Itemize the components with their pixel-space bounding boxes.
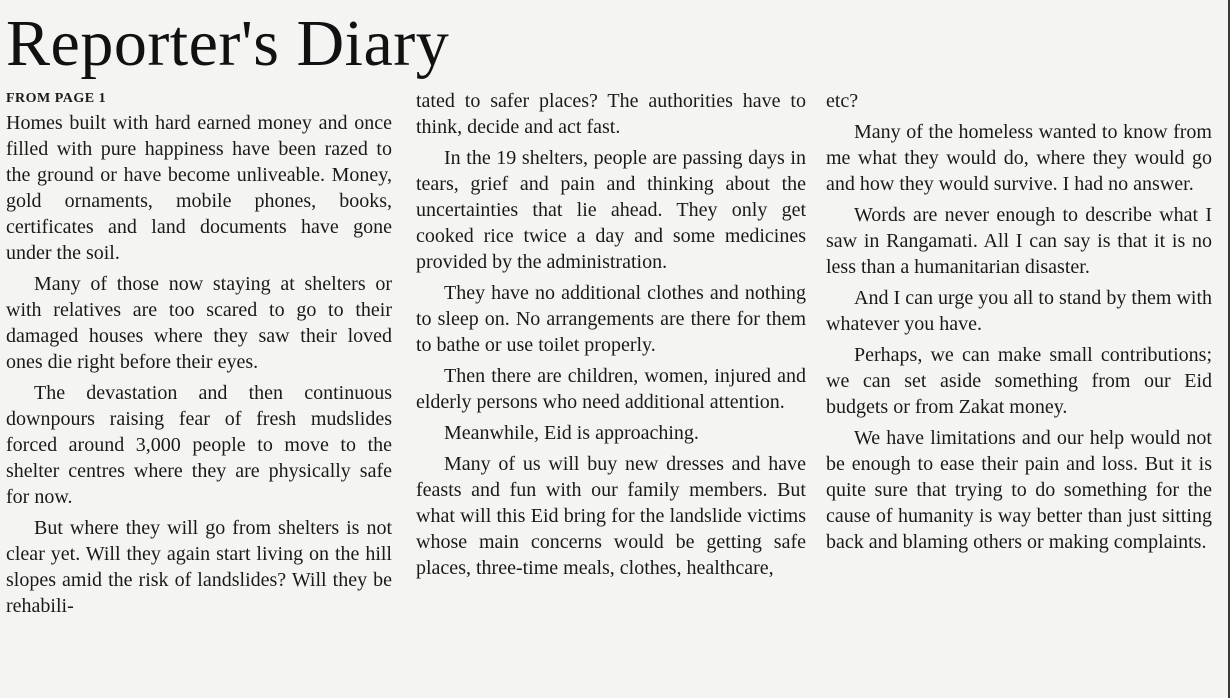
paragraph: Words are never enough to describe what I saw in Rangamati. All I can say is that it is no less than a humanitarian disaster.: [826, 204, 1212, 278]
paragraph: Homes built with hard earned money and once filled with pure happiness have been razed to the ground or have become unliveable. Money, gold ornaments, mobile phones, books, certificates and land documents have gone under the soil.: [6, 112, 392, 264]
article-body: [6, 88, 1216, 688]
column-2: [416, 88, 806, 586]
paragraph: In the 19 shelters, people are passing days in tears, grief and pain and thinking about the uncertainties that lie ahead. They only get cooked rice twice a day and some medicines provided by the administration.: [416, 147, 806, 273]
column-1: [6, 88, 392, 624]
paragraph: Many of us will buy new dresses and have feasts and fun with our family members. But what will this Eid bring for the landslide victims whose main concerns would be getting safe places, three-time meals, clothes, healthcare,: [416, 453, 806, 579]
paragraph: Many of those now staying at shelters or with relatives are too scared to go to their damaged houses where they saw their loved ones die right before their eyes.: [6, 273, 392, 373]
paragraph: The devastation and then continuous downpours raising fear of fresh mudslides forced around 3,000 people to move to the shelter centres where they are physically safe for now.: [6, 382, 392, 508]
paragraph: Meanwhile, Eid is approaching.: [444, 422, 699, 444]
paragraph: Then there are children, women, injured and elderly persons who need additional attention.: [416, 365, 806, 413]
paragraph: etc?: [826, 90, 859, 112]
paragraph: tated to safer places? The authorities have to think, decide and act fast.: [416, 90, 806, 138]
paragraph: Perhaps, we can make small contributions; we can set aside something from our Eid budgets or from Zakat money.: [826, 344, 1212, 418]
paragraph: But where they will go from shelters is not clear yet. Will they again start living on the hill slopes amid the risk of landslides? Will they be rehabili-: [6, 517, 392, 617]
paragraph: We have limitations and our help would not be enough to ease their pain and loss. But it is quite sure that trying to do something for the cause of humanity is way better than just sitting back and blaming others or making complaints.: [826, 427, 1212, 553]
paragraph: Many of the homeless wanted to know from me what they would do, where they would go and how they would survive. I had no answer.: [826, 121, 1212, 195]
kicker: FROM PAGE 1: [6, 91, 107, 106]
paragraph: They have no additional clothes and nothing to sleep on. No arrangements are there for them to bathe or use toilet properly.: [416, 282, 806, 356]
headline: Reporter's Diary: [6, 7, 450, 80]
paragraph: And I can urge you all to stand by them with whatever you have.: [826, 287, 1212, 335]
column-3: [826, 88, 1212, 560]
